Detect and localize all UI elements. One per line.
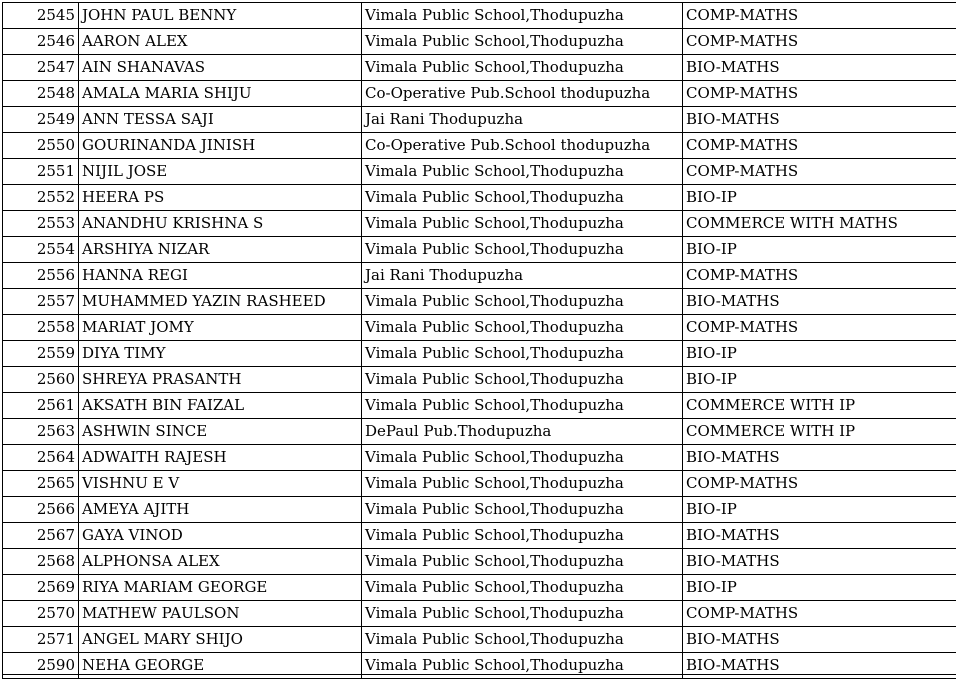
school-name-cell: Vimala Public School,Thodupuzha (362, 393, 683, 419)
student-name-cell: ADWAITH RAJESH (79, 445, 362, 471)
roll-number-cell: 2554 (3, 237, 79, 263)
roll-number-cell: 2552 (3, 185, 79, 211)
student-name-cell: AIN SHANAVAS (79, 55, 362, 81)
roll-number-cell: 2571 (3, 627, 79, 653)
student-name-cell: AMALA MARIA SHIJU (79, 81, 362, 107)
stream-cell: BIO-IP (683, 575, 956, 601)
student-name-cell: ALPHONSA ALEX (79, 549, 362, 575)
student-name-cell: DIYA TIMY (79, 341, 362, 367)
student-name-cell: AKSATH BIN FAIZAL (79, 393, 362, 419)
roll-number-cell: 2567 (3, 523, 79, 549)
student-name-cell: NIJIL JOSE (79, 159, 362, 185)
student-name-cell: MARIAT JOMY (79, 315, 362, 341)
stream-cell: BIO-MATHS (683, 653, 956, 679)
school-name-cell: Vimala Public School,Thodupuzha (362, 575, 683, 601)
roll-number-cell: 2568 (3, 549, 79, 575)
school-name-cell: DePaul Pub.Thodupuzha (362, 419, 683, 445)
student-name-cell: JOHN PAUL BENNY (79, 3, 362, 29)
school-name-cell: Vimala Public School,Thodupuzha (362, 315, 683, 341)
stream-cell: COMP-MATHS (683, 81, 956, 107)
table-row (3, 367, 956, 393)
stream-cell: BIO-MATHS (683, 627, 956, 653)
roll-number-cell: 2546 (3, 29, 79, 55)
roll-number-cell: 2563 (3, 419, 79, 445)
roll-number-cell: 2559 (3, 341, 79, 367)
stream-cell: COMMERCE WITH IP (683, 419, 956, 445)
table-row (3, 341, 956, 367)
student-name-cell: ANANDHU KRISHNA S (79, 211, 362, 237)
stream-cell: BIO-IP (683, 341, 956, 367)
school-name-cell: Vimala Public School,Thodupuzha (362, 497, 683, 523)
stream-cell: BIO-MATHS (683, 549, 956, 575)
student-name-cell: ASHWIN SINCE (79, 419, 362, 445)
roll-number-cell: 2550 (3, 133, 79, 159)
roll-number-cell: 2548 (3, 81, 79, 107)
stream-cell: COMMERCE WITH MATHS (683, 211, 956, 237)
table-row (3, 29, 956, 55)
school-name-cell: Vimala Public School,Thodupuzha (362, 445, 683, 471)
school-name-cell: Vimala Public School,Thodupuzha (362, 29, 683, 55)
school-name-cell: Vimala Public School,Thodupuzha (362, 549, 683, 575)
school-name-cell: Vimala Public School,Thodupuzha (362, 601, 683, 627)
stream-cell: COMMERCE WITH IP (683, 393, 956, 419)
school-name-cell: Co-Operative Pub.School thodupuzha (362, 81, 683, 107)
stream-cell: BIO-MATHS (683, 107, 956, 133)
table-row (3, 549, 956, 575)
table-row (3, 263, 956, 289)
student-name-cell: ARSHIYA NIZAR (79, 237, 362, 263)
school-name-cell: Vimala Public School,Thodupuzha (362, 367, 683, 393)
student-name-cell: MATHEW PAULSON (79, 601, 362, 627)
stream-cell: COMP-MATHS (683, 601, 956, 627)
school-name-cell: Vimala Public School,Thodupuzha (362, 55, 683, 81)
student-name-cell: GAYA VINOD (79, 523, 362, 549)
school-name-cell: Vimala Public School,Thodupuzha (362, 653, 683, 679)
table-row (3, 497, 956, 523)
table-row (3, 315, 956, 341)
student-roster-table (2, 2, 956, 679)
table-row (3, 159, 956, 185)
student-name-cell: ANN TESSA SAJI (79, 107, 362, 133)
table-row (3, 393, 956, 419)
student-name-cell: AMEYA AJITH (79, 497, 362, 523)
school-name-cell: Jai Rani Thodupuzha (362, 107, 683, 133)
table-row (3, 3, 956, 29)
student-name-cell: HANNA REGI (79, 263, 362, 289)
school-name-cell: Vimala Public School,Thodupuzha (362, 341, 683, 367)
table-row (3, 601, 956, 627)
stream-cell: BIO-IP (683, 185, 956, 211)
school-name-cell: Vimala Public School,Thodupuzha (362, 159, 683, 185)
stream-cell: BIO-MATHS (683, 445, 956, 471)
student-name-cell: AARON ALEX (79, 29, 362, 55)
roll-number-cell: 2549 (3, 107, 79, 133)
table-row (3, 185, 956, 211)
table-row (3, 211, 956, 237)
school-name-cell: Vimala Public School,Thodupuzha (362, 237, 683, 263)
table-row (3, 523, 956, 549)
table-row (3, 107, 956, 133)
stream-cell: BIO-IP (683, 367, 956, 393)
student-name-cell: VISHNU E V (79, 471, 362, 497)
table-row (3, 55, 956, 81)
school-name-cell: Vimala Public School,Thodupuzha (362, 471, 683, 497)
roll-number-cell: 2565 (3, 471, 79, 497)
stream-cell: COMP-MATHS (683, 315, 956, 341)
stream-cell: BIO-MATHS (683, 289, 956, 315)
roll-number-cell: 2553 (3, 211, 79, 237)
school-name-cell: Vimala Public School,Thodupuzha (362, 627, 683, 653)
roster-body (3, 3, 956, 679)
roll-number-cell: 2557 (3, 289, 79, 315)
student-name-cell: NEHA GEORGE (79, 653, 362, 679)
stream-cell: COMP-MATHS (683, 471, 956, 497)
roll-number-cell: 2558 (3, 315, 79, 341)
roll-number-cell: 2547 (3, 55, 79, 81)
roll-number-cell: 2569 (3, 575, 79, 601)
student-name-cell: GOURINANDA JINISH (79, 133, 362, 159)
table-row (3, 133, 956, 159)
stream-cell: BIO-IP (683, 237, 956, 263)
school-name-cell: Vimala Public School,Thodupuzha (362, 211, 683, 237)
student-name-cell: HEERA PS (79, 185, 362, 211)
stream-cell: COMP-MATHS (683, 3, 956, 29)
student-name-cell: RIYA MARIAM GEORGE (79, 575, 362, 601)
roll-number-cell: 2564 (3, 445, 79, 471)
roll-number-cell: 2560 (3, 367, 79, 393)
school-name-cell: Vimala Public School,Thodupuzha (362, 3, 683, 29)
table-bottom-rule (2, 674, 956, 675)
table-row (3, 471, 956, 497)
roll-number-cell: 2556 (3, 263, 79, 289)
stream-cell: COMP-MATHS (683, 263, 956, 289)
table-row (3, 289, 956, 315)
stream-cell: COMP-MATHS (683, 29, 956, 55)
roll-number-cell: 2551 (3, 159, 79, 185)
student-name-cell: SHREYA PRASANTH (79, 367, 362, 393)
stream-cell: BIO-MATHS (683, 55, 956, 81)
school-name-cell: Vimala Public School,Thodupuzha (362, 289, 683, 315)
roll-number-cell: 2570 (3, 601, 79, 627)
school-name-cell: Co-Operative Pub.School thodupuzha (362, 133, 683, 159)
roll-number-cell: 2545 (3, 3, 79, 29)
stream-cell: COMP-MATHS (683, 133, 956, 159)
student-name-cell: MUHAMMED YAZIN RASHEED (79, 289, 362, 315)
table-row (3, 445, 956, 471)
stream-cell: COMP-MATHS (683, 159, 956, 185)
table-row (3, 627, 956, 653)
table-row (3, 237, 956, 263)
roll-number-cell: 2590 (3, 653, 79, 679)
school-name-cell: Vimala Public School,Thodupuzha (362, 185, 683, 211)
roll-number-cell: 2561 (3, 393, 79, 419)
roll-number-cell: 2566 (3, 497, 79, 523)
stream-cell: BIO-MATHS (683, 523, 956, 549)
school-name-cell: Vimala Public School,Thodupuzha (362, 523, 683, 549)
student-name-cell: ANGEL MARY SHIJO (79, 627, 362, 653)
school-name-cell: Jai Rani Thodupuzha (362, 263, 683, 289)
table-row (3, 419, 956, 445)
table-row (3, 81, 956, 107)
table-row (3, 575, 956, 601)
stream-cell: BIO-IP (683, 497, 956, 523)
